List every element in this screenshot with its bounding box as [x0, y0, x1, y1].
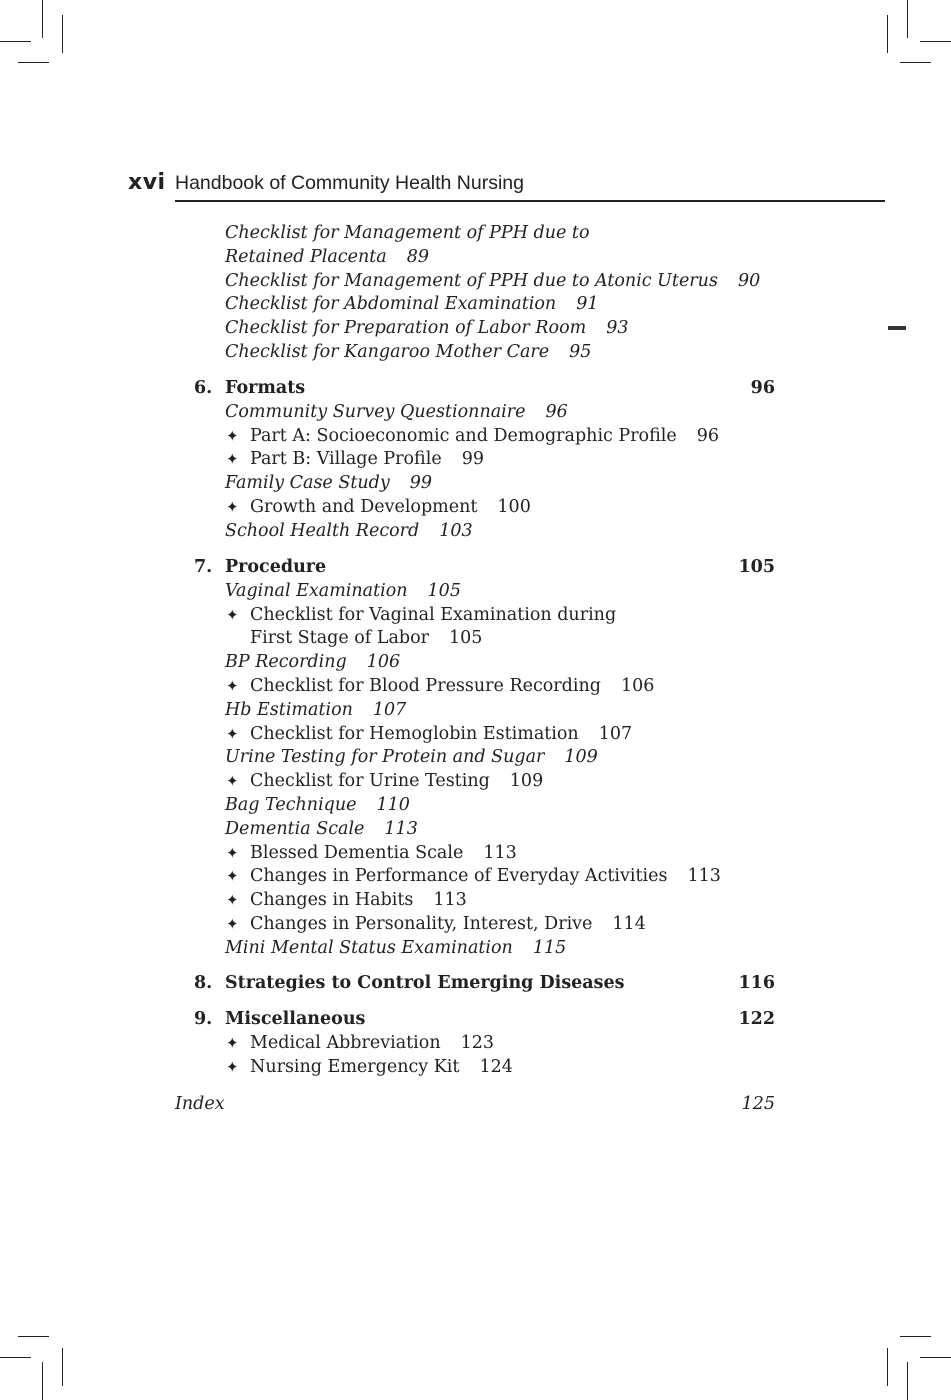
entry-title: Family Case Study — [225, 473, 390, 494]
entry-page-number: 95 — [569, 342, 592, 362]
crop-mark — [907, 1362, 908, 1400]
toc-entry — [225, 222, 589, 244]
entry-title: Checklist for Kangaroo Mother Care — [225, 342, 550, 362]
entry-page-number: 96 — [545, 401, 568, 422]
entry-page-number: 106 — [366, 652, 401, 673]
chapter-page-number: 122 — [738, 1009, 775, 1029]
crop-mark — [920, 1357, 951, 1358]
chapter-page-number: 96 — [750, 378, 775, 398]
entry-page-number: 91 — [576, 294, 599, 315]
entry-title: Growth and Development — [250, 497, 478, 517]
crop-mark — [900, 62, 931, 63]
entry-page-number: 99 — [409, 473, 433, 494]
toc-entry — [225, 401, 568, 423]
toc-entry — [225, 293, 598, 315]
toc-entry — [250, 889, 467, 911]
bullet-icon: ✦ — [226, 915, 239, 933]
toc-entry — [250, 770, 543, 792]
bullet-icon: ✦ — [226, 1057, 239, 1076]
entry-title: Checklist for Abdominal Examination — [225, 294, 557, 315]
entry-title: Checklist for Vaginal Examination during — [250, 604, 617, 625]
entry-page-number: 106 — [620, 676, 655, 696]
crop-mark — [18, 62, 49, 63]
entry-title: School Health Record — [225, 520, 420, 541]
bullet-icon: ✦ — [226, 867, 239, 886]
entry-title: Checklist for Hemoglobin Estimation — [250, 723, 579, 744]
page-folio: xvi — [128, 170, 166, 195]
toc-entry — [225, 651, 400, 673]
entry-title: Checklist for Urine Testing — [250, 771, 490, 792]
entry-title: Nursing Emergency Kit — [250, 1056, 460, 1077]
crop-mark — [42, 0, 43, 38]
crop-mark — [0, 41, 31, 42]
chapter-title: Formats — [225, 378, 306, 398]
entry-page-number: 113 — [384, 818, 418, 839]
entry-page-number: 96 — [696, 425, 719, 446]
entry-title: Vaginal Examination — [225, 580, 408, 601]
entry-page-number: 105 — [427, 580, 461, 601]
entry-page-number: 107 — [372, 699, 407, 720]
entry-page-number: 107 — [598, 723, 633, 744]
entry-page-number: 90 — [737, 270, 761, 291]
toc-entry — [225, 937, 566, 959]
crop-mark — [0, 1357, 31, 1358]
entry-title: Retained Placenta — [225, 246, 387, 267]
toc-entry — [225, 341, 591, 363]
toc-entry — [250, 425, 719, 447]
entry-title: Checklist for Management of PPH due to — [225, 223, 590, 243]
entry-title: Part B: Village Profile — [250, 449, 442, 470]
header-rule — [175, 200, 885, 202]
entry-page-number: 99 — [461, 449, 484, 470]
bullet-icon: ✦ — [226, 677, 239, 695]
bullet-icon: ✦ — [226, 605, 239, 624]
entry-title: Checklist for Management of PPH due to Atonic Uterus — [225, 270, 718, 291]
toc-entry — [225, 317, 628, 339]
crop-mark — [920, 41, 951, 42]
toc-entry — [250, 723, 632, 745]
entry-page-number: 113 — [483, 842, 517, 863]
toc-entry — [225, 246, 429, 268]
crop-mark — [62, 15, 63, 53]
bullet-icon: ✦ — [226, 724, 239, 743]
margin-mark — [888, 326, 906, 330]
bullet-icon: ✦ — [226, 450, 239, 469]
entry-page-number: 103 — [439, 520, 473, 541]
entry-page-number: 93 — [606, 318, 629, 339]
toc-entry — [250, 865, 721, 887]
bullet-icon: ✦ — [226, 1033, 239, 1052]
entry-title: Checklist for Preparation of Labor Room — [225, 318, 587, 339]
chapter-number: 9. — [194, 1009, 213, 1029]
entry-page-number: 115 — [532, 937, 567, 958]
bullet-icon: ✦ — [226, 843, 239, 862]
entry-page-number: 123 — [460, 1032, 494, 1053]
entry-title: Mini Mental Status Examination — [225, 937, 513, 958]
toc-entry — [225, 472, 432, 494]
toc-entry — [250, 627, 482, 649]
entry-title: Bag Technique — [225, 795, 357, 815]
toc-entry — [225, 746, 598, 768]
chapter-title: Strategies to Control Emerging Diseases — [225, 973, 625, 993]
chapter-title: Miscellaneous — [225, 1009, 366, 1029]
toc-entry — [250, 842, 517, 864]
entry-page-number: 114 — [612, 914, 646, 934]
toc-entry — [225, 580, 461, 602]
toc-entry — [225, 794, 410, 816]
running-title: Handbook of Community Health Nursing — [175, 172, 525, 194]
entry-title: Changes in Personality, Interest, Drive — [250, 914, 593, 934]
toc-entry — [225, 520, 473, 542]
chapter-title: Procedure — [225, 557, 327, 577]
toc-entry — [250, 1056, 513, 1078]
entry-page-number: 100 — [497, 497, 531, 517]
chapter-page-number: 105 — [738, 557, 775, 577]
index-entry: Index — [175, 1094, 225, 1114]
entry-title: Hb Estimation — [225, 699, 353, 720]
toc-entry — [250, 448, 484, 470]
crop-mark — [18, 1336, 49, 1337]
crop-mark — [42, 1362, 43, 1400]
crop-mark — [62, 1348, 63, 1386]
entry-title: Changes in Habits — [250, 890, 414, 911]
entry-title: Changes in Performance of Everyday Activities — [250, 866, 668, 887]
entry-title: First Stage of Labor — [250, 628, 429, 649]
bullet-icon: ✦ — [226, 426, 239, 445]
toc-entry — [250, 913, 646, 935]
entry-title: Community Survey Questionnaire — [225, 401, 526, 422]
crop-mark — [900, 1336, 931, 1337]
toc-entry — [225, 818, 418, 840]
crop-mark — [887, 15, 888, 53]
chapter-number: 6. — [194, 378, 213, 398]
entry-page-number: 110 — [376, 795, 410, 815]
crop-mark — [907, 0, 908, 38]
entry-page-number: 124 — [479, 1056, 513, 1077]
index-page-number: 125 — [741, 1094, 775, 1114]
entry-page-number: 113 — [687, 866, 721, 887]
entry-title: Medical Abbreviation — [250, 1032, 441, 1053]
toc-entry — [250, 675, 654, 697]
entry-page-number: 113 — [433, 890, 467, 911]
toc-entry — [250, 1032, 494, 1054]
entry-page-number: 89 — [406, 246, 429, 267]
entry-title: Checklist for Blood Pressure Recording — [250, 676, 601, 696]
chapter-number: 8. — [194, 973, 213, 993]
entry-page-number: 109 — [564, 747, 598, 768]
toc-entry — [225, 270, 760, 292]
toc-entry — [225, 699, 406, 721]
bullet-icon: ✦ — [226, 772, 239, 791]
chapter-page-number: 116 — [738, 973, 775, 993]
entry-title: Part A: Socioeconomic and Demographic Profile — [250, 425, 677, 446]
bullet-icon: ✦ — [226, 498, 239, 516]
toc-entry — [250, 496, 531, 518]
entry-title: Blessed Dementia Scale — [250, 842, 464, 863]
bullet-icon: ✦ — [226, 891, 239, 910]
running-header — [128, 168, 885, 202]
entry-title: Dementia Scale — [225, 818, 365, 839]
entry-page-number: 105 — [449, 628, 483, 649]
entry-title: BP Recording — [225, 652, 347, 673]
chapter-number: 7. — [194, 557, 213, 577]
crop-mark — [887, 1348, 888, 1386]
entry-page-number: 109 — [509, 771, 544, 792]
entry-title: Urine Testing for Protein and Sugar — [225, 747, 545, 768]
toc-entry — [250, 604, 616, 626]
